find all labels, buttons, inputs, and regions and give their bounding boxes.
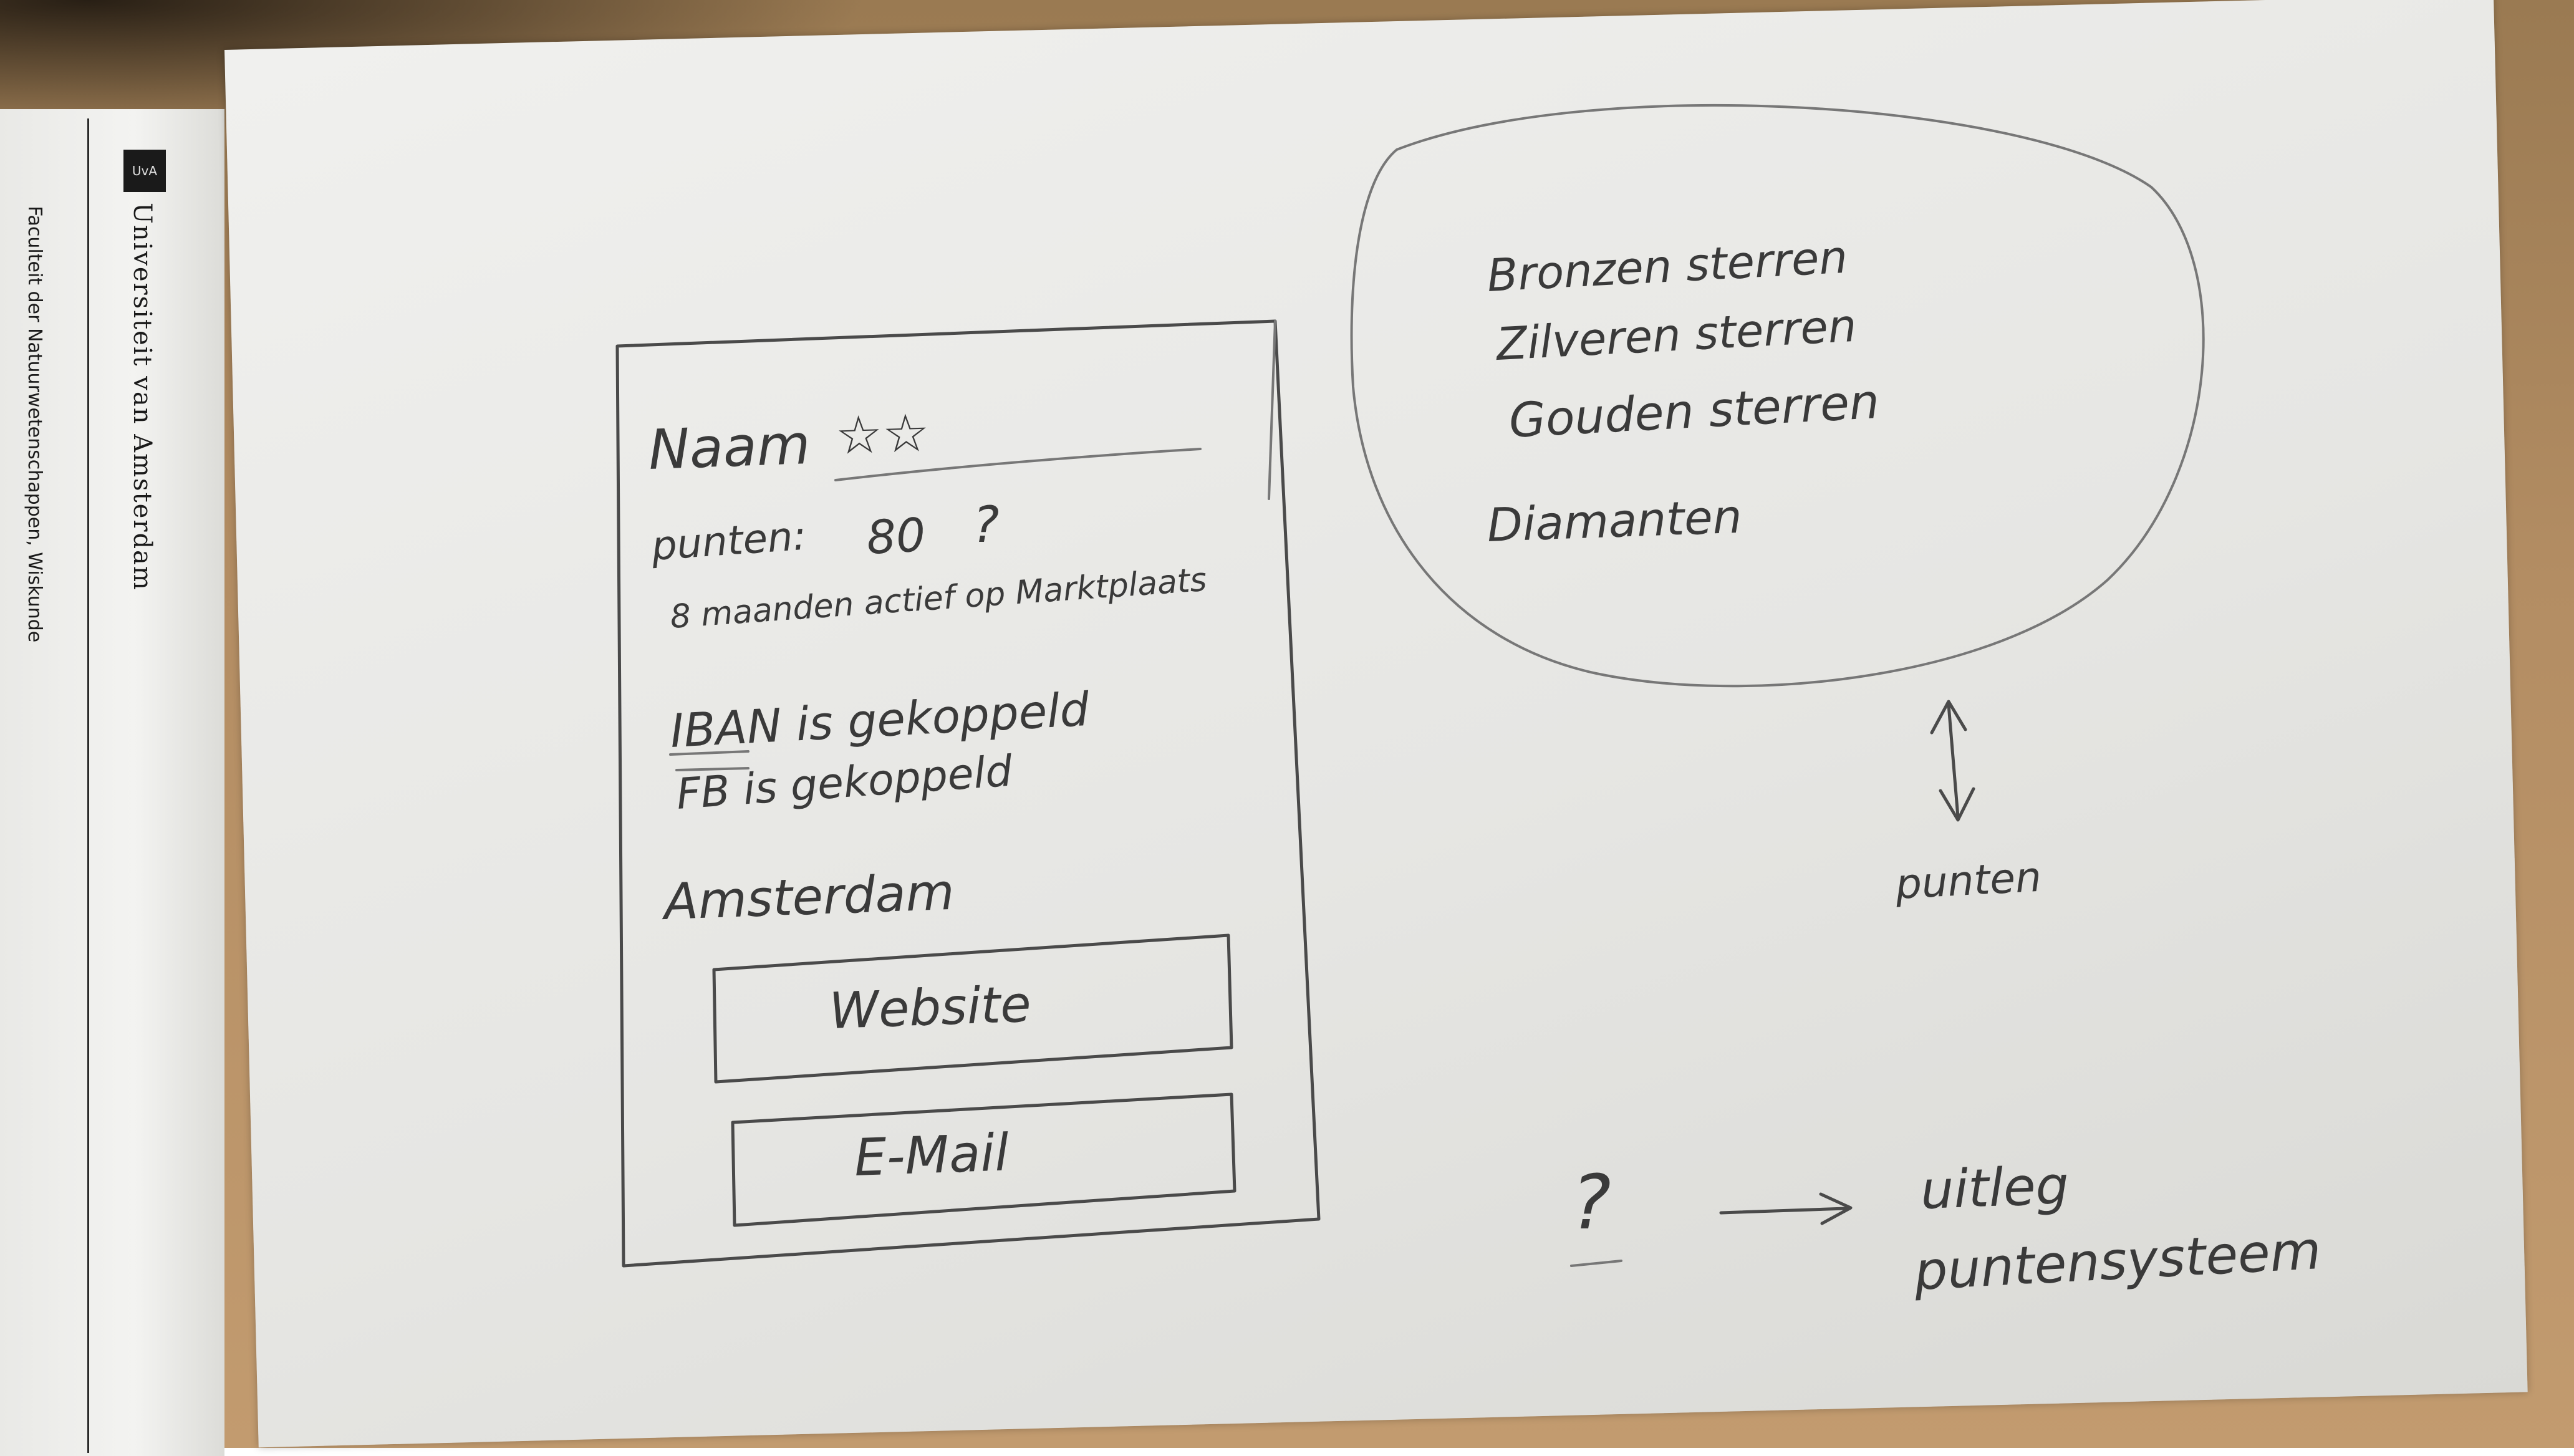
level-bronze: Bronzen sterren <box>1485 230 1849 302</box>
website-button-label[interactable]: Website <box>828 975 1033 1040</box>
help-question-icon: ? <box>1571 1160 1611 1246</box>
university-name: Universiteit van Amsterdam <box>128 203 157 591</box>
level-silver: Zilveren sterren <box>1495 299 1858 370</box>
level-diamond: Diamanten <box>1486 489 1743 552</box>
faculty-name: Faculteit der Natuurwetenschappen, Wiskunde <box>24 206 46 643</box>
profile-name-label: Naam <box>647 412 812 482</box>
email-button-label[interactable]: E-Mail <box>853 1123 1010 1188</box>
points-label: punten: <box>650 513 808 570</box>
double-arrow-line <box>1949 705 1958 817</box>
points-value: 80 <box>865 508 927 565</box>
explanation-line2: puntensysteem <box>1912 1219 2323 1302</box>
explanation-line1: uitleg <box>1919 1154 2070 1221</box>
fb-status: FB is gekoppeld <box>675 746 1014 819</box>
city-text: Amsterdam <box>663 862 955 931</box>
question-underline <box>1571 1261 1621 1266</box>
phone-frame-double-edge <box>1269 321 1275 499</box>
university-logo-icon: UvA <box>123 150 166 192</box>
points-relation-label: punten <box>1894 852 2043 909</box>
iban-status: IBAN is gekoppeld <box>668 682 1091 758</box>
right-arrow-line <box>1721 1208 1846 1213</box>
activity-text: 8 maanden actief op Marktplaats <box>668 561 1208 636</box>
level-gold: Gouden sterren <box>1507 373 1881 448</box>
points-help-icon[interactable]: ? <box>973 496 1000 554</box>
profile-stars-icon: ☆☆ <box>834 402 931 466</box>
